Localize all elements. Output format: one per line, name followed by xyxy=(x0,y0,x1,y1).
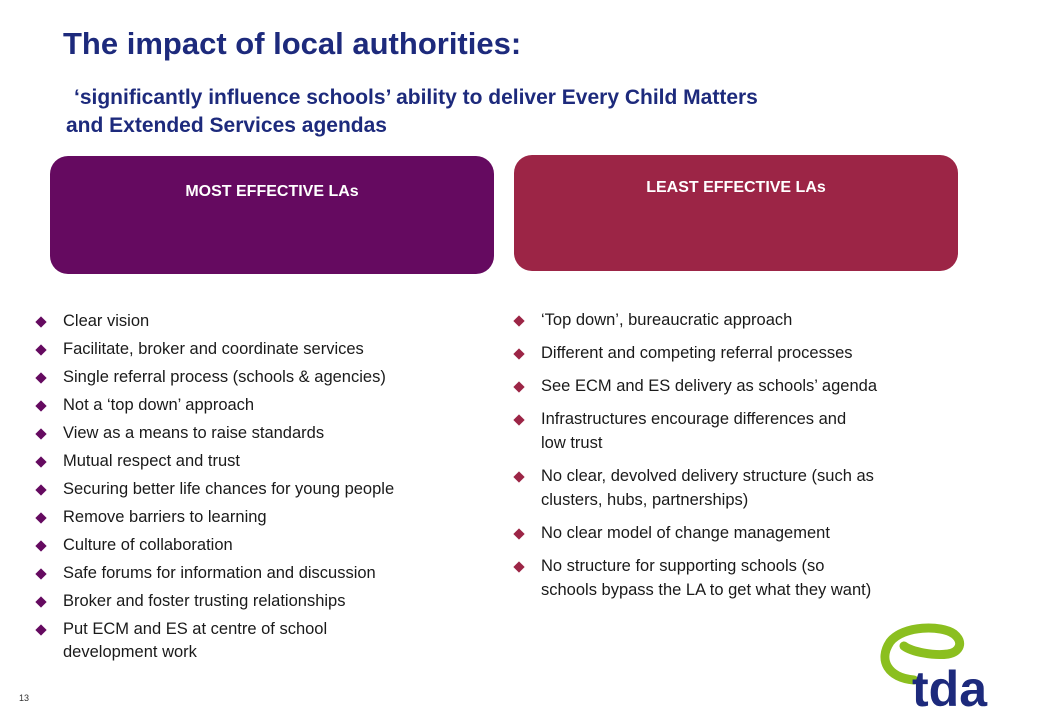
list-item: Facilitate, broker and coordinate services xyxy=(35,335,500,363)
diamond-bullet-icon xyxy=(35,568,46,579)
list-item: Culture of collaboration xyxy=(35,531,500,559)
slide-subtitle xyxy=(66,84,986,140)
diamond-bullet-icon xyxy=(513,381,524,392)
diamond-bullet-icon xyxy=(513,561,524,572)
least-effective-heading: LEAST EFFECTIVE LAs xyxy=(646,179,826,196)
diamond-bullet-icon xyxy=(35,456,46,467)
subtitle-line-2: and Extended Services agendas xyxy=(66,114,387,137)
diamond-bullet-icon xyxy=(35,624,46,635)
list-item: View as a means to raise standards xyxy=(35,419,500,447)
list-item: Mutual respect and trust xyxy=(35,447,500,475)
list-item: Different and competing referral processes xyxy=(513,341,983,365)
diamond-bullet-icon xyxy=(35,400,46,411)
diamond-bullet-icon xyxy=(513,414,524,425)
list-item: No structure for supporting schools (so schools bypass the LA to get what they want) xyxy=(513,554,983,602)
list-item: Put ECM and ES at centre of school development work xyxy=(35,615,500,664)
most-effective-header-box xyxy=(50,156,494,274)
diamond-bullet-icon xyxy=(35,540,46,551)
list-item: ‘Top down’, bureaucratic approach xyxy=(513,308,983,332)
list-item: Not a ‘top down’ approach xyxy=(35,391,500,419)
diamond-bullet-icon xyxy=(35,344,46,355)
diamond-bullet-icon xyxy=(513,471,524,482)
list-item: Single referral process (schools & agencies) xyxy=(35,363,500,391)
most-effective-list xyxy=(35,307,500,664)
diamond-bullet-icon xyxy=(35,596,46,607)
diamond-bullet-icon xyxy=(35,316,46,327)
diamond-bullet-icon xyxy=(35,372,46,383)
list-item: Broker and foster trusting relationships xyxy=(35,587,500,615)
tda-logo xyxy=(870,620,1030,715)
diamond-bullet-icon xyxy=(513,348,524,359)
least-effective-header-box xyxy=(514,155,958,271)
logo-text: tda xyxy=(912,661,987,715)
diamond-bullet-icon xyxy=(513,315,524,326)
list-item: Infrastructures encourage differences and low trust xyxy=(513,407,983,455)
subtitle-line-1: ‘significantly influence schools’ ability to deliver Every Child Matters xyxy=(74,86,758,109)
diamond-bullet-icon xyxy=(513,528,524,539)
slide-title: The impact of local authorities: xyxy=(63,26,522,61)
list-item: Remove barriers to learning xyxy=(35,503,500,531)
list-item: No clear, devolved delivery structure (such as clusters, hubs, partnerships) xyxy=(513,464,983,512)
least-effective-list xyxy=(513,308,983,611)
most-effective-heading: MOST EFFECTIVE LAs xyxy=(185,183,359,200)
list-item: Clear vision xyxy=(35,307,500,335)
page-number: 13 xyxy=(19,693,30,703)
diamond-bullet-icon xyxy=(35,428,46,439)
list-item: Securing better life chances for young people xyxy=(35,475,500,503)
diamond-bullet-icon xyxy=(35,484,46,495)
list-item: No clear model of change management xyxy=(513,521,983,545)
diamond-bullet-icon xyxy=(35,512,46,523)
list-item: See ECM and ES delivery as schools’ agenda xyxy=(513,374,983,398)
list-item: Safe forums for information and discussion xyxy=(35,559,500,587)
